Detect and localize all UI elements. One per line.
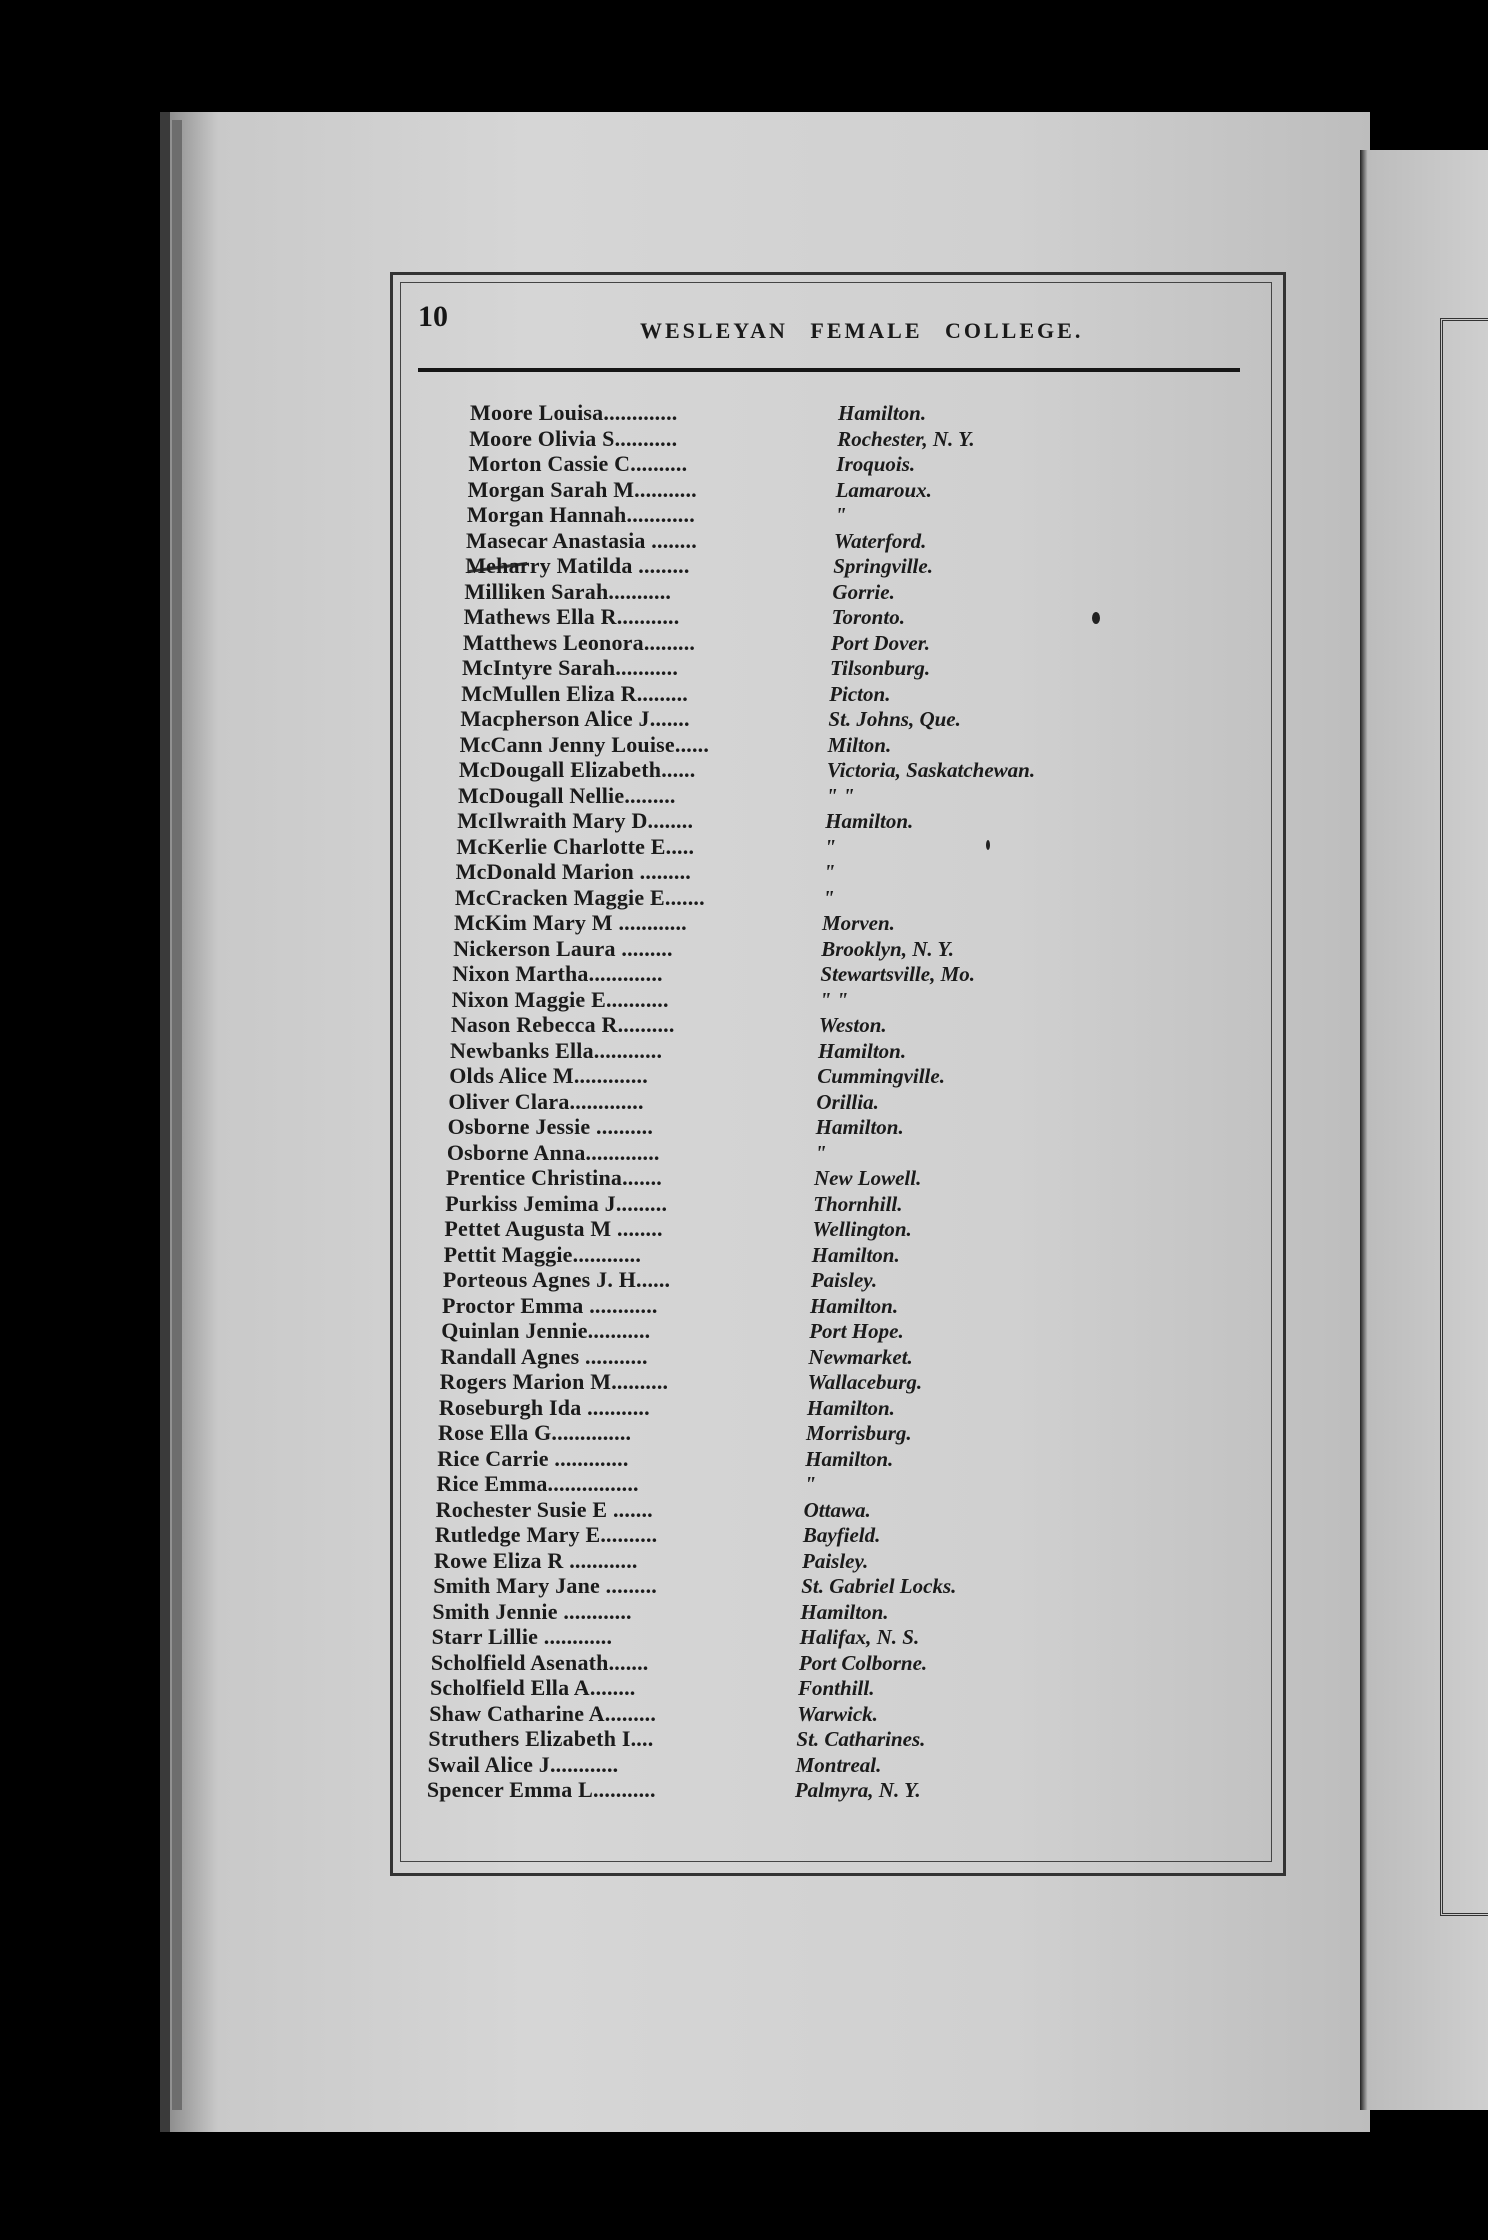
- student-name: Shaw Catharine A.........: [429, 1700, 657, 1726]
- student-name: McDougall Nellie.........: [458, 782, 676, 808]
- student-residence: Palmyra, N. Y.: [794, 1778, 921, 1802]
- list-item: [461, 681, 1241, 707]
- student-name: Nason Rebecca R..........: [450, 1012, 675, 1037]
- student-residence: Hamilton.: [806, 1395, 895, 1420]
- student-name: Roseburgh Ida ...........: [438, 1394, 650, 1420]
- list-item: [445, 1191, 1225, 1217]
- student-name: Pettet Augusta M ........: [444, 1216, 663, 1241]
- student-residence: Weston.: [818, 1013, 887, 1037]
- student-name: Nickerson Laura .........: [453, 935, 673, 961]
- list-item: [451, 1012, 1231, 1038]
- student-residence: Wallaceburg.: [807, 1370, 923, 1394]
- student-name: Scholfield Ella A........: [430, 1675, 636, 1700]
- list-item: [436, 1471, 1216, 1497]
- list-item: [467, 502, 1247, 528]
- list-item: [438, 1420, 1218, 1446]
- student-residence: Hamilton.: [810, 1293, 899, 1318]
- student-residence: Wellington.: [812, 1217, 912, 1241]
- student-residence: ": [824, 834, 837, 859]
- student-name: Nixon Martha.............: [452, 961, 663, 986]
- student-name: Rice Emma................: [436, 1471, 639, 1496]
- list-item: [444, 1242, 1224, 1268]
- student-residence: Montreal.: [795, 1752, 882, 1777]
- student-name: Rochester Susie E .......: [435, 1496, 653, 1522]
- student-name: Randall Agnes ...........: [440, 1343, 648, 1369]
- student-residence: Port Hope.: [809, 1319, 904, 1343]
- student-name: Macpherson Alice J.......: [460, 706, 690, 731]
- student-name: McMullen Eliza R.........: [461, 680, 689, 706]
- student-residence: Hamilton.: [800, 1599, 889, 1624]
- list-item: [462, 655, 1242, 681]
- student-residence: Brooklyn, N. Y.: [821, 936, 955, 961]
- student-residence: Hamilton.: [805, 1446, 894, 1471]
- list-item: [463, 630, 1243, 656]
- list-item: [448, 1089, 1228, 1115]
- student-residence: " ": [826, 783, 855, 808]
- student-name: Morton Cassie C..........: [468, 451, 688, 476]
- list-item: [429, 1701, 1209, 1727]
- list-item: [449, 1063, 1229, 1089]
- list-item: [452, 961, 1232, 987]
- student-name: Starr Lillie ............: [431, 1624, 613, 1649]
- student-residence: Picton.: [829, 681, 891, 706]
- student-name: Moore Louisa.............: [470, 400, 678, 425]
- student-name: McCann Jenny Louise......: [459, 731, 710, 757]
- list-item: [440, 1369, 1220, 1395]
- student-residence: Milton.: [827, 732, 892, 757]
- list-item: [443, 1267, 1223, 1293]
- list-item: [464, 579, 1244, 605]
- list-item: [470, 400, 1250, 426]
- list-item: [448, 1114, 1228, 1140]
- student-residence: " ": [819, 987, 849, 1012]
- list-item: [468, 451, 1248, 477]
- page-spine-edge: [172, 120, 182, 2110]
- list-item: [447, 1140, 1227, 1166]
- list-item: [466, 528, 1246, 554]
- student-residence: Springville.: [833, 554, 933, 578]
- student-name: Mathews Ella R...........: [463, 604, 680, 629]
- student-residence: Morven.: [822, 911, 895, 935]
- student-name: McCracken Maggie E.......: [454, 884, 705, 910]
- list-item: [468, 477, 1248, 503]
- student-residence: ": [814, 1140, 827, 1165]
- list-item: [450, 1038, 1230, 1064]
- student-residence: Port Colborne.: [798, 1650, 928, 1675]
- student-residence: Thornhill.: [813, 1191, 903, 1216]
- student-residence: Cummingville.: [817, 1064, 945, 1088]
- student-residence: Hamilton.: [825, 809, 914, 833]
- list-item: [441, 1318, 1221, 1344]
- student-name: McIntyre Sarah...........: [462, 655, 679, 680]
- list-item: [454, 910, 1234, 936]
- student-name: Quinlan Jennie...........: [441, 1318, 651, 1343]
- list-item: [437, 1446, 1217, 1472]
- student-residence: Hamilton.: [818, 1038, 907, 1063]
- student-name: Smith Jennie ............: [432, 1598, 632, 1624]
- student-name: Morgan Hannah............: [466, 502, 695, 527]
- page-number: 10: [418, 300, 448, 333]
- student-name: Meharry Matilda .........: [465, 553, 690, 578]
- student-name: Rose Ella G..............: [438, 1420, 632, 1445]
- student-residence: Victoria, Saskatchewan.: [826, 758, 1036, 782]
- student-name: Purkiss Jemima J.........: [445, 1190, 668, 1216]
- student-name: Osborne Jessie ..........: [447, 1114, 654, 1139]
- student-name: Moore Olivia S...........: [469, 425, 678, 451]
- student-residence: New Lowell.: [814, 1166, 922, 1190]
- student-residence: Tilsonburg.: [830, 656, 931, 680]
- list-item: [435, 1522, 1215, 1548]
- student-name: Milliken Sarah...........: [464, 578, 672, 604]
- student-name: McDougall Elizabeth......: [458, 757, 696, 782]
- list-item: [460, 732, 1240, 758]
- student-residence: Newmarket.: [808, 1344, 913, 1369]
- student-residence: Warwick.: [797, 1701, 878, 1726]
- student-residence: ": [823, 860, 836, 884]
- student-residence: Paisley.: [810, 1268, 878, 1292]
- list-item: [432, 1599, 1212, 1625]
- list-item: [433, 1573, 1213, 1599]
- list-item: [428, 1752, 1208, 1778]
- student-residence: Paisley.: [802, 1548, 869, 1573]
- list-item: [427, 1777, 1207, 1803]
- student-name: Struthers Elizabeth I....: [428, 1726, 654, 1751]
- student-name: Matthews Leonora.........: [462, 629, 696, 655]
- list-item: [442, 1293, 1222, 1319]
- student-residence: Toronto.: [831, 605, 905, 629]
- student-residence: Port Dover.: [830, 630, 930, 655]
- student-name: Spencer Emma L...........: [426, 1777, 656, 1802]
- header-rule: [418, 368, 1240, 372]
- list-item: [453, 936, 1233, 962]
- student-name: Proctor Emma ............: [442, 1292, 658, 1318]
- student-residence: Iroquois.: [836, 452, 916, 476]
- list-item: [469, 426, 1249, 452]
- list-item: [434, 1548, 1214, 1574]
- student-name: Scholfield Asenath.......: [430, 1649, 649, 1675]
- student-name: Porteous Agnes J. H......: [442, 1267, 671, 1292]
- student-residence: Gorrie.: [832, 579, 895, 604]
- list-item: [455, 885, 1235, 911]
- list-item: [432, 1624, 1212, 1650]
- student-residence: ": [804, 1472, 817, 1496]
- list-item: [464, 604, 1244, 630]
- running-head: WESLEYAN FEMALE COLLEGE.: [640, 318, 1084, 343]
- student-residence: Hamilton.: [811, 1242, 900, 1267]
- list-item: [456, 834, 1236, 860]
- student-name: Morgan Sarah M...........: [467, 476, 697, 502]
- student-name: Rowe Eliza R ............: [434, 1547, 638, 1573]
- student-name: Swail Alice J............: [427, 1751, 619, 1777]
- student-name: Pettit Maggie............: [443, 1241, 642, 1267]
- student-name: McDonald Marion .........: [455, 859, 691, 884]
- student-residence: Morrisburg.: [806, 1421, 912, 1445]
- student-residence: Fonthill.: [798, 1676, 875, 1700]
- student-name: Rutledge Mary E..........: [434, 1522, 658, 1547]
- student-name: Olds Alice M.............: [449, 1063, 648, 1088]
- student-residence: Halifax, N. S.: [799, 1625, 920, 1649]
- list-item: [436, 1497, 1216, 1523]
- student-name: McKim Mary M ............: [454, 910, 687, 935]
- student-residence: Orillia.: [816, 1089, 879, 1114]
- list-item: [456, 859, 1236, 885]
- list-item: [460, 706, 1240, 732]
- student-name: Rice Carrie .............: [437, 1445, 629, 1471]
- student-name: Smith Mary Jane .........: [433, 1573, 657, 1598]
- list-item: [444, 1216, 1224, 1242]
- student-name: Nixon Maggie E...........: [451, 986, 669, 1012]
- adjacent-page-frame: [1440, 318, 1488, 1916]
- student-residence: Lamaroux.: [835, 477, 932, 502]
- list-item: [428, 1726, 1208, 1752]
- student-residence: Hamilton.: [815, 1115, 904, 1139]
- student-residence: ": [822, 885, 835, 910]
- list-item: [440, 1344, 1220, 1370]
- student-name: Prentice Christina.......: [446, 1165, 663, 1190]
- student-residence: St. Johns, Que.: [828, 707, 961, 731]
- list-item: [465, 553, 1245, 579]
- student-name: Oliver Clara.............: [448, 1088, 644, 1114]
- student-residence: Hamilton.: [838, 401, 927, 425]
- list-item: [430, 1675, 1210, 1701]
- student-name: Masecar Anastasia ........: [466, 527, 697, 553]
- list-item: [452, 987, 1232, 1013]
- student-residence: Rochester, N. Y.: [837, 426, 975, 451]
- student-name: McKerlie Charlotte E.....: [456, 833, 695, 859]
- student-residence: St. Gabriel Locks.: [801, 1574, 957, 1598]
- student-list: [426, 400, 1250, 1803]
- student-residence: St. Catharines.: [796, 1727, 926, 1751]
- list-item: [431, 1650, 1211, 1676]
- list-item: [458, 783, 1238, 809]
- student-name: Newbanks Ella............: [450, 1037, 663, 1063]
- student-residence: Bayfield.: [802, 1523, 881, 1547]
- student-residence: Waterford.: [834, 528, 927, 553]
- list-item: [446, 1165, 1226, 1191]
- student-residence: Ottawa.: [803, 1497, 871, 1522]
- student-name: McIlwraith Mary D........: [457, 808, 694, 833]
- list-item: [439, 1395, 1219, 1421]
- list-item: [459, 757, 1239, 783]
- student-name: Rogers Marion M..........: [439, 1369, 669, 1394]
- list-item: [457, 808, 1237, 834]
- student-residence: ": [834, 503, 847, 527]
- student-residence: Stewartsville, Mo.: [820, 962, 975, 986]
- student-name: Osborne Anna.............: [446, 1139, 660, 1165]
